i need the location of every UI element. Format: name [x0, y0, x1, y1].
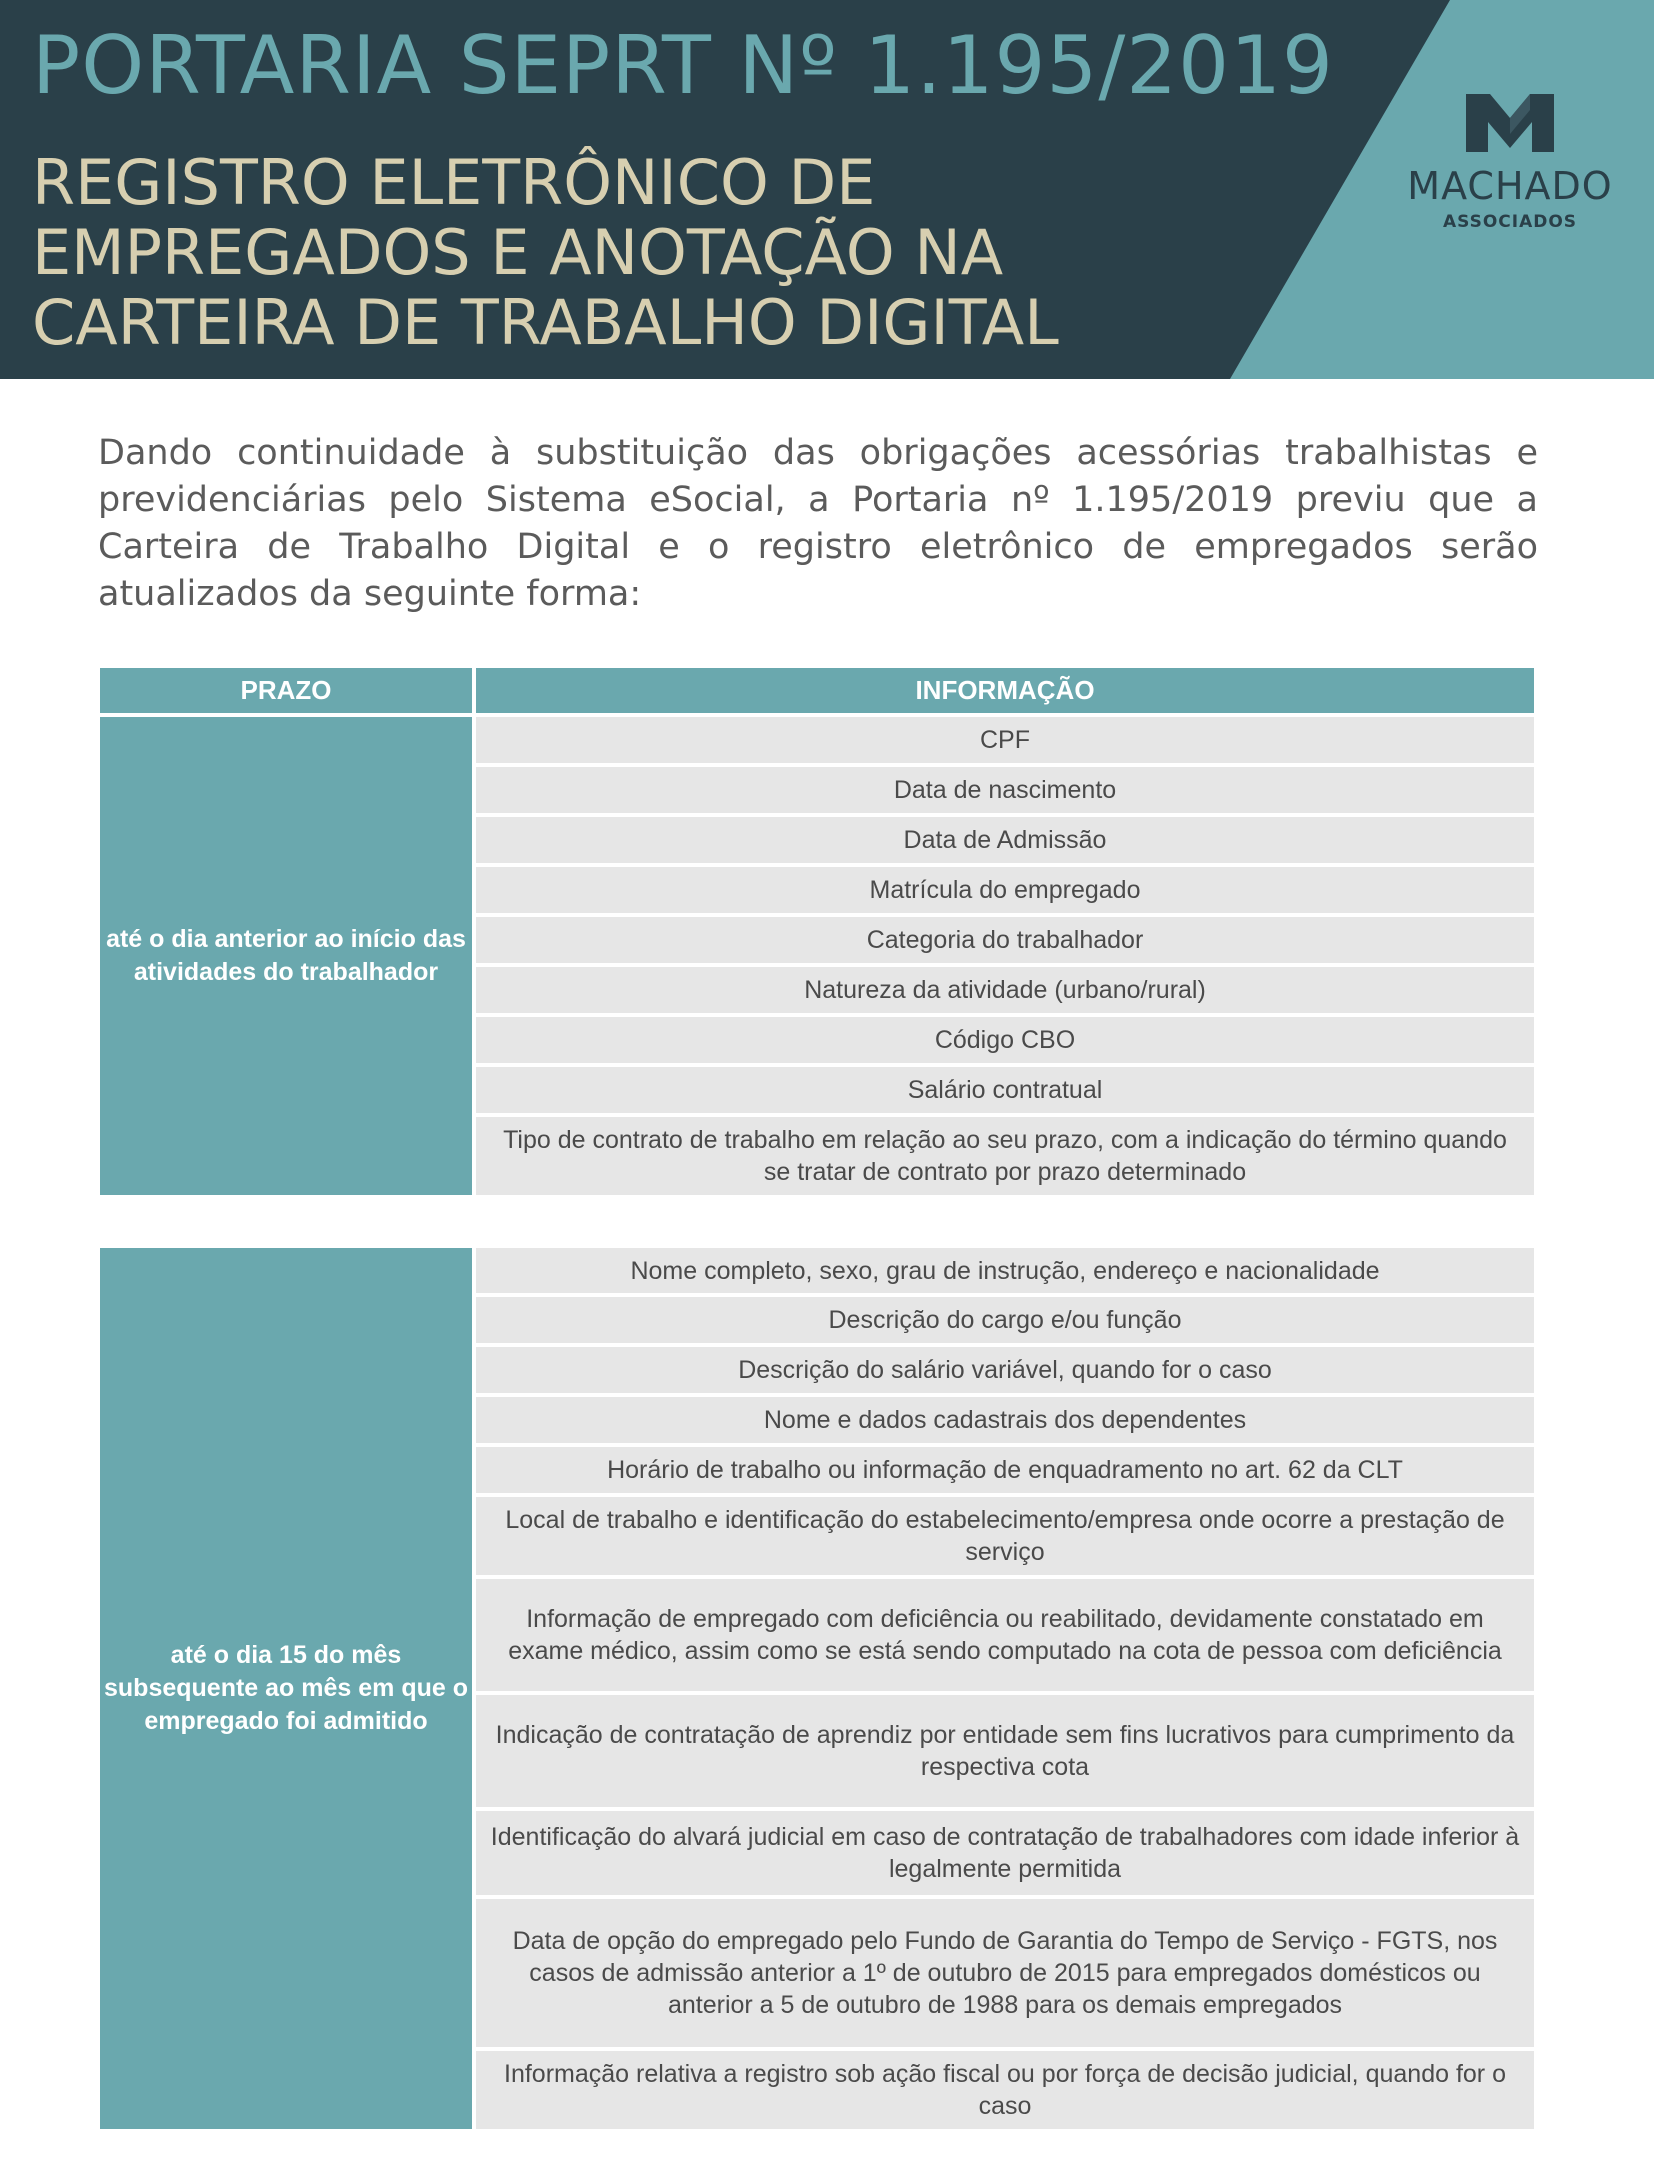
table-row: Data de Admissão — [476, 817, 1534, 863]
prazo-cell: até o dia anterior ao início das atividades do trabalhador — [100, 717, 472, 1195]
table-body — [100, 717, 1534, 1195]
table-row: Data de opção do empregado pelo Fundo de Garantia do Tempo de Serviço - FGTS, nos casos de admissão anterior a 1º de outubro de 2015 para empregados domésticos ou anterior a 5 de outubro de 1988 para os demais empregados — [476, 1899, 1534, 2047]
table-row: Data de nascimento — [476, 767, 1534, 813]
info-rows — [476, 1248, 1534, 2129]
subtitle-line: CARTEIRA DE TRABALHO DIGITAL — [32, 286, 1059, 359]
logo-name: MACHADO — [1407, 164, 1613, 208]
table-row: Categoria do trabalhador — [476, 917, 1534, 963]
table-row: CPF — [476, 717, 1534, 763]
prazo-cell: até o dia 15 do mês subsequente ao mês em que o empregado foi admitido — [100, 1248, 472, 2129]
info-rows — [476, 717, 1534, 1195]
page-subtitle — [32, 148, 1232, 358]
table-row: Nome e dados cadastrais dos dependentes — [476, 1397, 1534, 1443]
table-row: Identificação do alvará judicial em caso de contratação de trabalhadores com idade inferior à legalmente permitida — [476, 1811, 1534, 1895]
header-informacao: INFORMAÇÃO — [476, 668, 1534, 713]
machado-associados-logo — [1390, 92, 1630, 232]
page-title: PORTARIA SEPRT Nº 1.195/2019 — [32, 19, 1334, 112]
table-row: Nome completo, sexo, grau de instrução, endereço e nacionalidade — [476, 1248, 1534, 1293]
table-body — [100, 1248, 1534, 2129]
header-banner — [0, 0, 1654, 379]
header-prazo: PRAZO — [100, 668, 472, 713]
deadline-table-2 — [100, 1248, 1534, 2129]
table-row: Descrição do cargo e/ou função — [476, 1297, 1534, 1343]
deadline-table-1 — [100, 668, 1534, 1195]
table-row: Informação de empregado com deficiência ou reabilitado, devidamente constatado em exame médico, assim como se está sendo computado na cota de pessoa com deficiência — [476, 1579, 1534, 1691]
machado-m-logo-icon — [1462, 92, 1558, 154]
subtitle-line: REGISTRO ELETRÔNICO DE — [32, 146, 876, 219]
subtitle-line: EMPREGADOS E ANOTAÇÃO NA — [32, 216, 1004, 289]
table-row: Local de trabalho e identificação do estabelecimento/empresa onde ocorre a prestação de serviço — [476, 1497, 1534, 1575]
table-row: Natureza da atividade (urbano/rural) — [476, 967, 1534, 1013]
table-row: Descrição do salário variável, quando for o caso — [476, 1347, 1534, 1393]
table-row: Salário contratual — [476, 1067, 1534, 1113]
table-row: Código CBO — [476, 1017, 1534, 1063]
table-row: Matrícula do empregado — [476, 867, 1534, 913]
table-row: Indicação de contratação de aprendiz por entidade sem fins lucrativos para cumprimento da respectiva cota — [476, 1695, 1534, 1807]
table-row: Horário de trabalho ou informação de enquadramento no art. 62 da CLT — [476, 1447, 1534, 1493]
intro-paragraph: Dando continuidade à substituição das obrigações acessórias trabalhistas e previdenciárias pelo Sistema eSocial, a Portaria nº 1.195/2019 previu que a Carteira de Trabalho Digital e o registro eletrônico de empregados serão atualizados da seguinte forma: — [98, 433, 1538, 614]
table-header — [100, 668, 1534, 713]
table-row: Informação relativa a registro sob ação fiscal ou por força de decisão judicial, quando for o caso — [476, 2051, 1534, 2129]
table-row: Tipo de contrato de trabalho em relação ao seu prazo, com a indicação do término quando se tratar de contrato por prazo determinado — [476, 1117, 1534, 1195]
logo-subname: ASSOCIADOS — [1442, 212, 1578, 232]
